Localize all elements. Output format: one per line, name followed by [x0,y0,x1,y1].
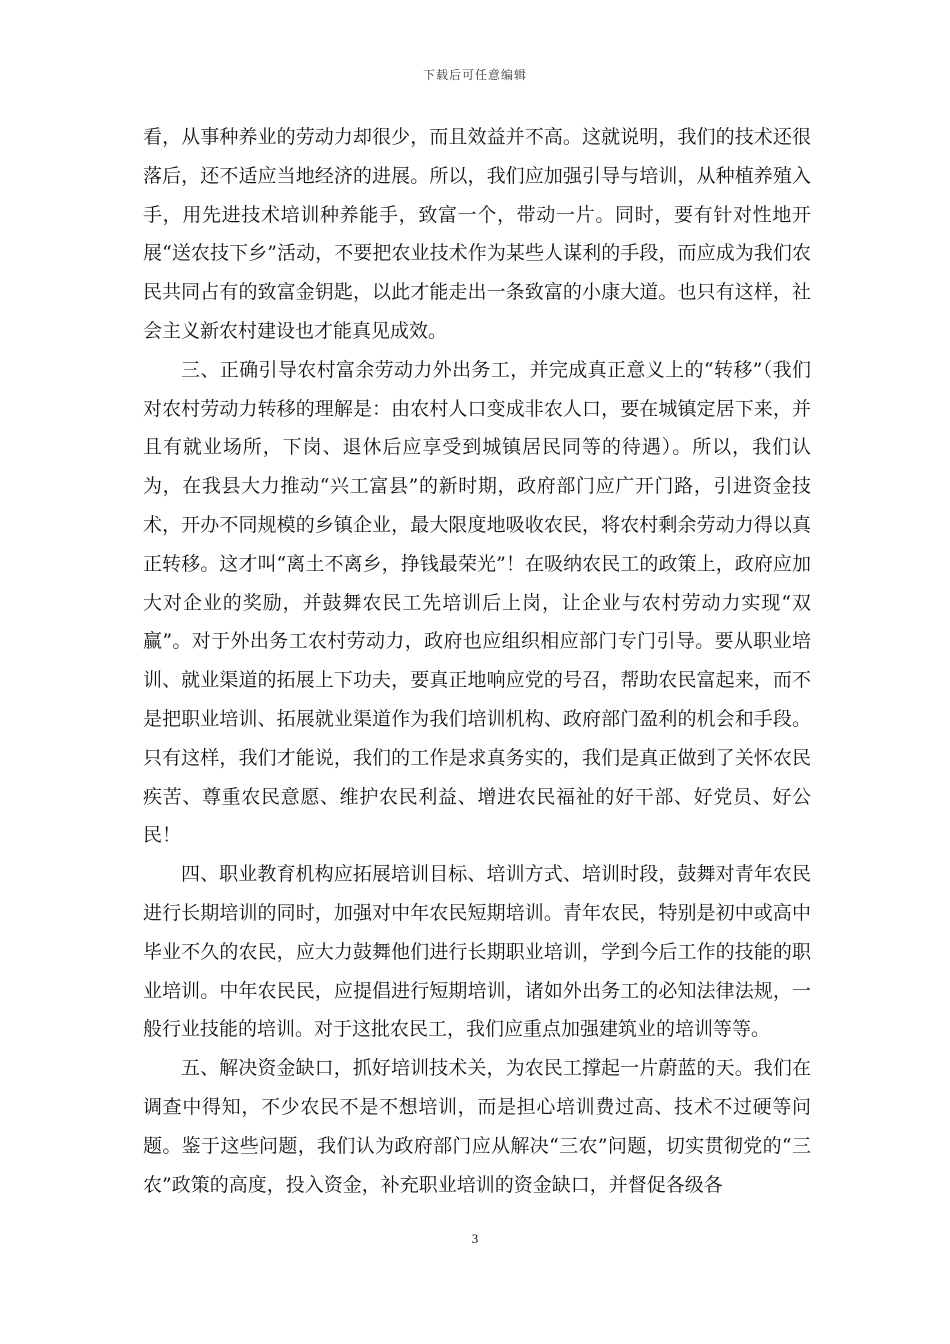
paragraph-continuation: 看，从事种养业的劳动力却很少，而且效益并不高。这就说明，我们的技术还很落后，还不适应当地经济的进展。所以，我们应加强引导与培训，从种植养殖入手，用先进技术培训种养能手，致富一个，带动一片。同时，要有针对性地开展“送农技下乡”活动，不要把农业技术作为某些人谋利的手段，而应成为我们农民共同占有的致富金钥匙，以此才能走出一条致富的小康大道。也只有这样，社会主义新农村建设也才能真见成效。 [143,126,811,342]
page-number: 3 [471,1231,479,1246]
page-header: 下载后可任意编辑 [422,68,527,82]
document-body [143,118,811,1204]
paragraph-section-three: 三、正确引导农村富余劳动力外出务工，并完成真正意义上的“转移”（我们对农村劳动力转移的理解是：由农村人口变成非农人口，要在城镇定居下来，并且有就业场所，下岗、退休后应享受到城镇居民同等的待遇）。所以，我们认为，在我县大力推动“兴工富县”的新时期，政府部门应广开门路，引进资金技术，开办不同规模的乡镇企业，最大限度地吸收农民，将农村剩余劳动力得以真正转移。这才叫“离土不离乡，挣钱最荣光”！在吸纳农民工的政策上，政府应加大对企业的奖励，并鼓舞农民工先培训后上岗，让企业与农村劳动力实现“双赢”。对于外出务工农村劳动力，政府也应组织相应部门专门引导。要从职业培训、就业渠道的拓展上下功夫，要真正地响应党的号召，帮助农民富起来，而不是把职业培训、拓展就业渠道作为我们培训机构、政府部门盈利的机会和手段。只有这样，我们才能说，我们的工作是求真务实的，我们是真正做到了关怀农民疾苦、尊重农民意愿、维护农民利益、增进农民福祉的好干部、好党员、好公民！ [143,358,811,847]
paragraph-section-five: 五、解决资金缺口，抓好培训技术关，为农民工撑起一片蔚蓝的天。我们在调查中得知，不少农民不是不想培训，而是担心培训费过高、技术不过硬等问题。鉴于这些问题，我们认为政府部门应从解决“三农”问题，切实贯彻党的“三农”政策的高度，投入资金，补充职业培训的资金缺口，并督促各级各 [143,1057,811,1196]
paragraph-section-four: 四、职业教育机构应拓展培训目标、培训方式、培训时段，鼓舞对青年农民进行长期培训的同时，加强对中年农民短期培训。青年农民，特别是初中或高中毕业不久的农民，应大力鼓舞他们进行长期职业培训，学到今后工作的技能的职业培训。中年农民民，应提倡进行短期培训，诸如外出务工的必知法律法规，一般行业技能的培训。对于这批农民工，我们应重点加强建筑业的培训等等。 [143,863,811,1041]
